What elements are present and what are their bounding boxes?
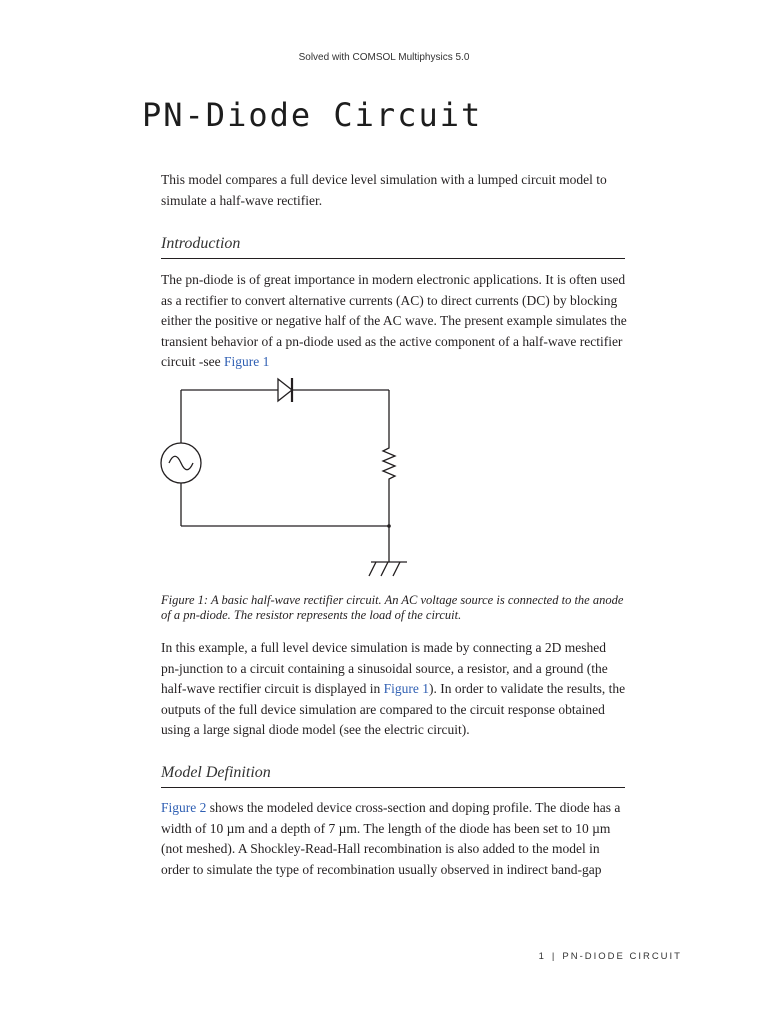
example-text-before: In this example, a full level device simulation is made by connecting a 2D meshed pn-junction to a circuit containing a sinusoidal source, a resistor, and a ground (the half-wave rectifier circuit is displayed in bbox=[161, 640, 608, 696]
figure1-link[interactable]: Figure 1 bbox=[223, 354, 270, 369]
introduction-text: The pn-diode is of great importance in modern electronic applications. It is often used as a rectifier to convert alternative currents (AC) to direct currents (DC) by blocking either the positive or negative half of the AC wave. The present example simulates the transient behavior of a pn-diode used as the active component of a half-wave rectifier circuit -see bbox=[161, 272, 627, 369]
page-header: Solved with COMSOL Multiphysics 5.0 bbox=[298, 52, 470, 63]
model-definition-text: shows the modeled device cross-section and doping profile. The diode has a width of 10 µm and a depth of 7 µm. The length of the diode has been set to 10 µm (not meshed). A Shockley-Read-Hall recombination is also added to the model in order to simulate the type of recombination usually observed in indirect band-gap bbox=[161, 800, 621, 877]
footer-separator: | bbox=[551, 951, 557, 962]
page-title: PN-Diode Circuit bbox=[142, 96, 483, 134]
intro-paragraph: This model compares a full device level simulation with a lumped circuit model to simulate a half-wave rectifier. bbox=[161, 172, 607, 208]
sine-wave-icon bbox=[169, 456, 193, 470]
example-text-after: ). In order to validate the results, the outputs of the full device simulation are compared to the circuit response obtained using a large signal diode model (see the electric circuit). bbox=[161, 681, 626, 737]
figure2-link[interactable]: Figure 2 bbox=[161, 800, 207, 815]
figure1-caption: Figure 1: A basic half-wave rectifier circuit. An AC voltage source is connected to the anode of a pn-diode. The resistor represents the load of the circuit. bbox=[161, 593, 624, 622]
figure1-link-2[interactable]: Figure 1 bbox=[383, 681, 430, 696]
introduction-paragraph bbox=[161, 270, 627, 373]
diode-triangle-icon bbox=[278, 379, 292, 401]
model-definition-heading: Model Definition bbox=[161, 764, 625, 788]
junction-dot bbox=[387, 524, 391, 528]
example-paragraph bbox=[161, 638, 627, 741]
introduction-heading: Introduction bbox=[161, 235, 625, 259]
model-definition-paragraph bbox=[161, 798, 627, 880]
running-title: PN-DIODE CIRCUIT bbox=[562, 951, 682, 962]
half-wave-rectifier-circuit bbox=[156, 372, 416, 582]
resistor-icon bbox=[383, 444, 395, 483]
page-footer bbox=[539, 951, 682, 962]
page-number: 1 bbox=[538, 951, 546, 962]
